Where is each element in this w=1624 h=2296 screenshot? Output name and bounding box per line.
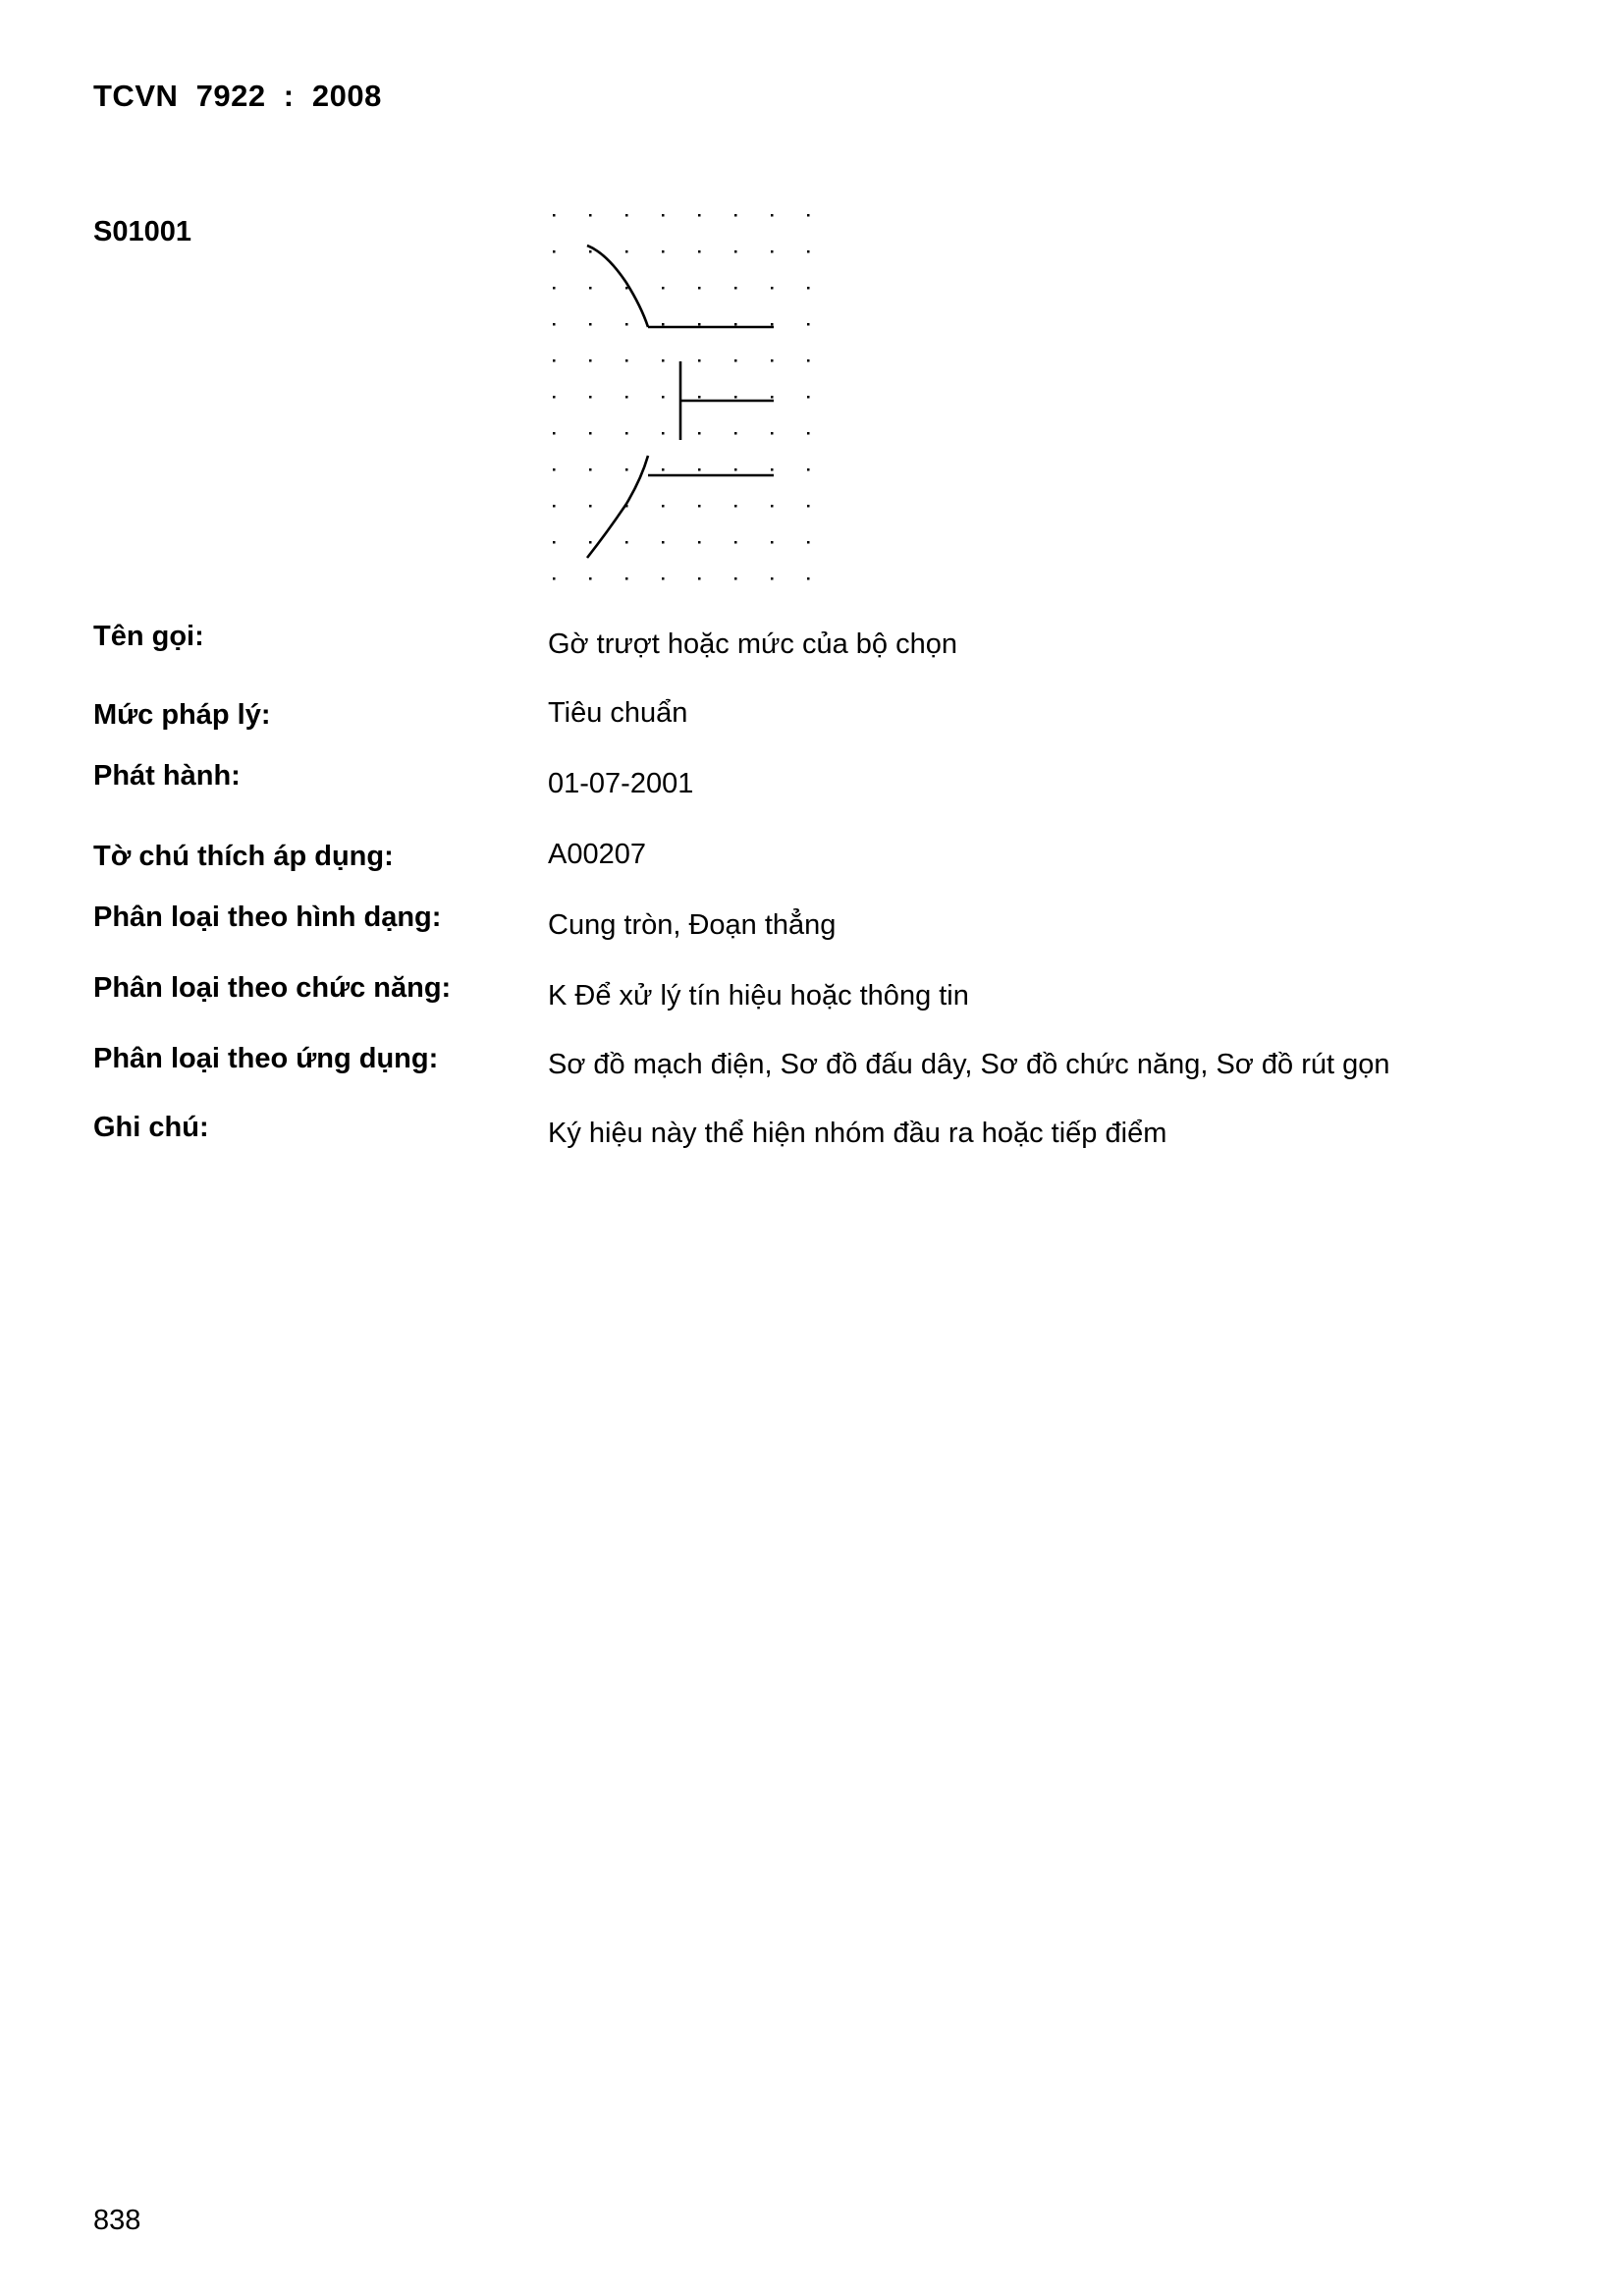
grid-dot (698, 505, 701, 508)
name-value: Gờ trượt hoặc mức của bộ chọn (548, 629, 957, 660)
grid-dot (807, 287, 810, 290)
release-label: Phát hành: (93, 760, 241, 792)
grid-dot (553, 214, 556, 217)
grid-dot (625, 432, 628, 435)
name-label: Tên gọi: (93, 621, 204, 652)
grid-dot (807, 214, 810, 217)
note-sheet-value: A00207 (548, 839, 646, 870)
shape-class-value: Cung tròn, Đoạn thẳng (548, 909, 837, 941)
grid-dot (734, 287, 737, 290)
grid-dot (662, 577, 665, 580)
grid-dot (771, 250, 774, 253)
grid-dot (662, 359, 665, 362)
function-class-value: K Để xử lý tín hiệu hoặc thông tin (548, 980, 969, 1011)
grid-dot (734, 214, 737, 217)
grid-dot (734, 432, 737, 435)
grid-dot (662, 287, 665, 290)
grid-dot (625, 396, 628, 399)
grid-dot (625, 214, 628, 217)
grid-dot (589, 432, 592, 435)
remark-value: Ký hiệu này thể hiện nhóm đầu ra hoặc tiếp điểm (548, 1118, 1167, 1149)
grid-dot (771, 541, 774, 544)
lower-arc (587, 456, 648, 558)
grid-dot (698, 359, 701, 362)
grid-dot (734, 468, 737, 471)
grid-dot (553, 287, 556, 290)
grid-dot (698, 432, 701, 435)
grid-dot (698, 468, 701, 471)
grid-dot (589, 468, 592, 471)
grid-dot (625, 359, 628, 362)
grid-dot (625, 323, 628, 326)
shape-class-label: Phân loại theo hình dạng: (93, 902, 442, 933)
grid-dot (553, 323, 556, 326)
grid-dot (625, 541, 628, 544)
grid-dot (589, 359, 592, 362)
grid-dot (771, 214, 774, 217)
grid-dot (771, 577, 774, 580)
grid-dot (589, 577, 592, 580)
grid-dot (698, 250, 701, 253)
grid-dot (698, 323, 701, 326)
grid-dot (807, 468, 810, 471)
grid-dot (553, 577, 556, 580)
grid-dot (662, 396, 665, 399)
symbol-code: S01001 (93, 216, 191, 247)
grid-dot (771, 287, 774, 290)
grid-dot (698, 541, 701, 544)
grid-dot (807, 505, 810, 508)
grid-dot (807, 250, 810, 253)
note-sheet-label: Tờ chú thích áp dụng: (93, 841, 394, 872)
grid-dot (698, 287, 701, 290)
upper-arc (587, 246, 648, 327)
remark-label: Ghi chú: (93, 1112, 209, 1143)
grid-dot (734, 577, 737, 580)
grid-dot (662, 468, 665, 471)
grid-dot (698, 214, 701, 217)
grid-dot (698, 396, 701, 399)
grid-dot (553, 541, 556, 544)
grid-dot (662, 541, 665, 544)
function-class-label: Phân loại theo chức năng: (93, 972, 452, 1004)
grid-dot (734, 396, 737, 399)
grid-dot (589, 214, 592, 217)
grid-dot (734, 505, 737, 508)
legal-level-label: Mức pháp lý: (93, 699, 271, 731)
grid-dot (771, 396, 774, 399)
symbol-lines (587, 246, 774, 558)
grid-dot (698, 577, 701, 580)
grid-dot (553, 432, 556, 435)
grid-dot (553, 505, 556, 508)
grid-dot (771, 468, 774, 471)
grid-dot (734, 541, 737, 544)
grid-dot (662, 323, 665, 326)
grid-dot (625, 287, 628, 290)
sliding-contact-selector-symbol-icon (538, 204, 823, 597)
grid-dot (589, 287, 592, 290)
grid-dot (553, 396, 556, 399)
grid-dot (807, 432, 810, 435)
grid-dot (734, 323, 737, 326)
grid-dot (589, 250, 592, 253)
grid-dot (734, 250, 737, 253)
standard-title: TCVN 7922 : 2008 (93, 79, 382, 113)
page-number: 838 (93, 2205, 141, 2236)
release-value: 01-07-2001 (548, 768, 694, 799)
grid-dot (625, 577, 628, 580)
grid-dot (553, 359, 556, 362)
grid-dot (807, 541, 810, 544)
grid-dot (589, 396, 592, 399)
grid-dot (662, 505, 665, 508)
grid-dot (662, 432, 665, 435)
grid-dot (662, 214, 665, 217)
grid-dot (553, 250, 556, 253)
legal-level-value: Tiêu chuẩn (548, 697, 688, 729)
grid-dot (662, 250, 665, 253)
grid-dot (771, 359, 774, 362)
grid-dot (625, 468, 628, 471)
grid-dot (553, 468, 556, 471)
application-class-label: Phân loại theo ứng dụng: (93, 1043, 439, 1074)
grid-dot (625, 250, 628, 253)
application-class-value: Sơ đồ mạch điện, Sơ đồ đấu dây, Sơ đồ chức năng, Sơ đồ rút gọn (548, 1049, 1390, 1080)
grid-dot (589, 505, 592, 508)
grid-dot (807, 323, 810, 326)
grid-dot (807, 577, 810, 580)
grid-dot (589, 323, 592, 326)
grid-dot (771, 323, 774, 326)
grid-dot (771, 505, 774, 508)
grid-dot (807, 396, 810, 399)
grid-dot (589, 541, 592, 544)
grid-dot (771, 432, 774, 435)
grid-dot (807, 359, 810, 362)
grid-dot (734, 359, 737, 362)
